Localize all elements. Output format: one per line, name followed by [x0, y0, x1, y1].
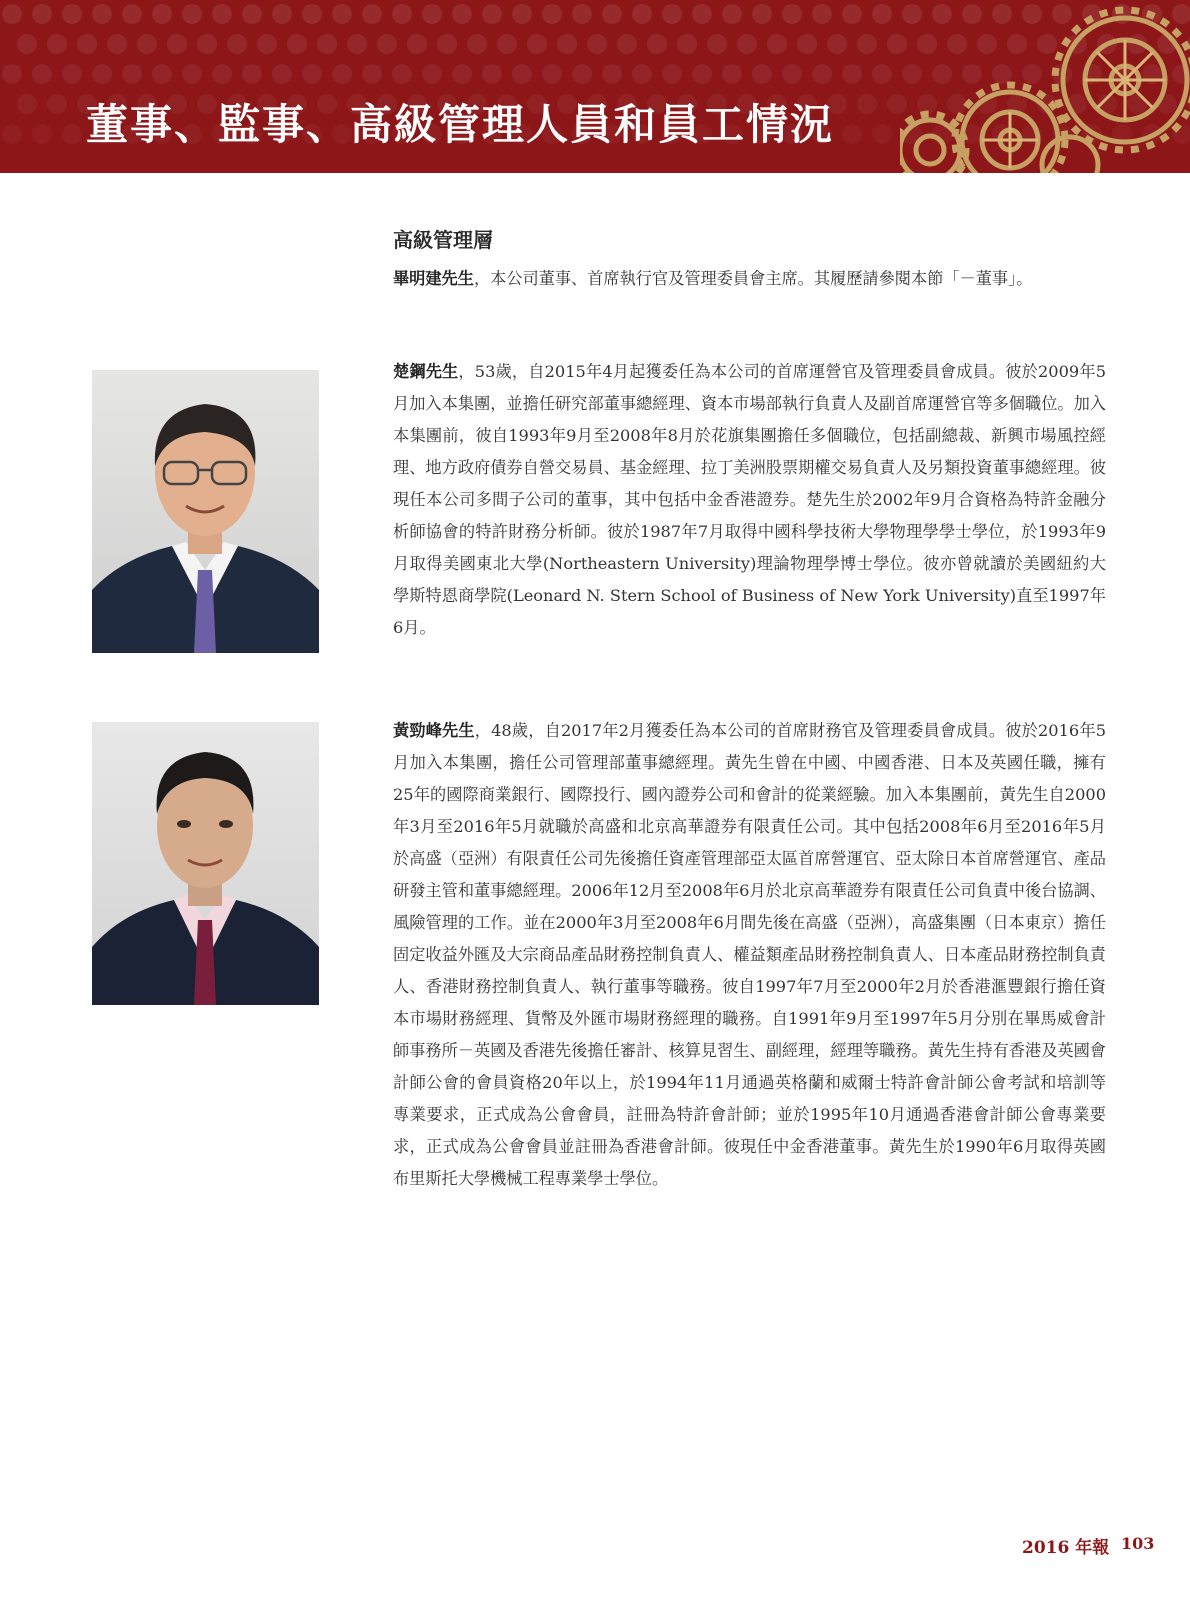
decor-dot: [242, 4, 262, 24]
person-bio: ，53歲，自2015年4月起獲委任為本公司的首席運營官及管理委員會成員。彼於2009年5月加入本集團，並擔任研究部董事總經理、資本市場部執行負責人及副首席運營官等多個職位。加入本集團前，彼自1993年9月至2008年8月於花旗集團擔任多個職位，包括副總裁、新興市場風控經理、地方政府債券自營交易員、基金經理、拉丁美洲股票期權交易負責人及另類投資董事總經理。彼現任本公司多間子公司的董事，其中包括中金香港證券。楚先生於2002年9月合資格為特許金融分析師協會的特許財務分析師。彼於1987年7月取得中國科學技術大學物理學學士學位，於1993年9月取得美國東北大學(Northeastern University)理論物理學博士學位。彼亦曾就讀於美國紐約大學斯特恩商學院(Leonard N. Stern School of Business of New York University)直至1997年6月。: [393, 362, 1106, 637]
decor-dot: [722, 64, 742, 84]
portrait-photo-chu-gang: [92, 370, 319, 653]
decor-dot: [542, 4, 562, 24]
portrait-illustration: [92, 722, 319, 1005]
decor-dot: [437, 34, 457, 54]
decor-dot: [752, 4, 772, 24]
decor-dot: [617, 34, 637, 54]
decor-dot: [2, 4, 22, 24]
decor-dot: [47, 94, 67, 114]
decor-dot: [182, 64, 202, 84]
decor-dot: [527, 34, 547, 54]
decor-dot: [842, 124, 862, 144]
decor-dot: [842, 64, 862, 84]
decor-dot: [332, 64, 352, 84]
decor-dot: [782, 64, 802, 84]
decor-dot: [92, 4, 112, 24]
header-banner: [0, 0, 1190, 173]
decor-dot: [632, 4, 652, 24]
decor-dot: [572, 64, 592, 84]
decor-dot: [602, 64, 622, 84]
decor-dot: [662, 4, 682, 24]
decor-dot: [107, 34, 127, 54]
decor-dot: [587, 34, 607, 54]
decor-dot: [722, 4, 742, 24]
decor-dot: [452, 64, 472, 84]
decor-dot: [2, 124, 22, 144]
decor-dot: [782, 4, 802, 24]
decor-dot: [557, 34, 577, 54]
decor-dot: [287, 34, 307, 54]
decor-dot: [662, 64, 682, 84]
decor-dot: [17, 34, 37, 54]
decor-dot: [737, 34, 757, 54]
decor-dot: [422, 4, 442, 24]
decor-dot: [752, 64, 772, 84]
decor-dot: [827, 34, 847, 54]
decor-dot: [257, 34, 277, 54]
decor-dot: [197, 34, 217, 54]
section-title: 高級管理層: [393, 228, 493, 252]
decor-dot: [62, 4, 82, 24]
decor-dot: [422, 64, 442, 84]
decor-dot: [377, 34, 397, 54]
decor-dot: [797, 34, 817, 54]
portrait-photo-huang-jinfeng: [92, 722, 319, 1005]
decor-dot: [407, 34, 427, 54]
decor-dot: [137, 34, 157, 54]
decor-dot: [602, 4, 622, 24]
decor-dot: [17, 94, 37, 114]
decor-dot: [872, 64, 892, 84]
person-name: 畢明建先生: [393, 269, 474, 288]
decor-dot: [272, 64, 292, 84]
decor-dot: [452, 4, 472, 24]
person-name: 黃勁峰先生: [393, 721, 475, 740]
decor-dot: [542, 64, 562, 84]
person-bio: ，本公司董事、首席執行官及管理委員會主席。其履歷請參閱本節「－董事」。: [473, 269, 1033, 288]
decor-dot: [167, 34, 187, 54]
decor-dot: [47, 34, 67, 54]
decor-dot: [32, 124, 52, 144]
decor-dot: [692, 64, 712, 84]
decor-dot: [812, 4, 832, 24]
decor-dot: [242, 64, 262, 84]
decor-dot: [857, 94, 877, 114]
decor-dot: [2, 64, 22, 84]
decor-dot: [182, 4, 202, 24]
decor-dot: [77, 34, 97, 54]
decor-dot: [512, 4, 532, 24]
bio-paragraph-bi-mingjian: [393, 263, 1106, 295]
decor-dot: [212, 4, 232, 24]
decor-dot: [122, 64, 142, 84]
decor-dot: [857, 34, 877, 54]
decor-dot: [767, 34, 787, 54]
decor-dot: [302, 64, 322, 84]
decor-dot: [497, 34, 517, 54]
decor-dot: [692, 4, 712, 24]
decor-dot: [272, 4, 292, 24]
decor-dot: [32, 64, 52, 84]
bio-paragraph-chu-gang: [393, 356, 1106, 644]
decor-dot: [482, 4, 502, 24]
person-bio: ，48歲，自2017年2月獲委任為本公司的首席財務官及管理委員會成員。彼於2016年5月加入本集團，擔任公司管理部董事總經理。黃先生曾在中國、中國香港、日本及英國任職，擁有25年的國際商業銀行、國際投行、國內證券公司和會計的從業經驗。加入本集團前，黃先生自2000年3月至2016年5月就職於高盛和北京高華證券有限責任公司。其中包括2008年6月至2016年5月於高盛（亞洲）有限責任公司先後擔任資產管理部亞太區首席營運官、亞太除日本首席營運官、產品研發主管和董事總經理。2006年12月至2008年6月於北京高華證券有限責任公司負責中後台協調、風險管理的工作。並在2000年3月至2008年6月間先後在高盛（亞洲），高盛集團（日本東京）擔任固定收益外匯及大宗商品產品財務控制負責人、權益類產品財務控制負責人、日本產品財務控制負責人、香港財務控制負責人、執行董事等職務。彼自1997年7月至2000年2月於香港滙豐銀行擔任資本市場財務經理、貨幣及外匯市場財務經理的職務。自1991年9月至1997年5月分別在畢馬威會計師事務所－英國及香港先後擔任審計、核算見習生、副經理，經理等職務。黃先生持有香港及英國會計師公會的會員資格20年以上，於1994年11月通過英格蘭和威爾士特許會計師公會考試和培訓等專業要求，正式成為公會會員，註冊為特許會計師；並於1995年10月通過香港會計師公會專業要求，正式成為公會會員並註冊為香港會計師。彼現任中金香港董事。黃先生於1990年6月取得英國布里斯托大學機械工程專業學士學位。: [393, 721, 1107, 1188]
bio-paragraph-huang-jinfeng: [393, 715, 1106, 1195]
decor-dot: [332, 4, 352, 24]
decor-dot: [842, 4, 862, 24]
decor-dot: [677, 34, 697, 54]
decor-dot: [227, 34, 247, 54]
decor-dot: [872, 4, 892, 24]
decor-dot: [572, 4, 592, 24]
decor-dot: [347, 34, 367, 54]
decor-dot: [512, 64, 532, 84]
page-number: 103: [1121, 1534, 1155, 1553]
decor-dot: [122, 4, 142, 24]
decor-dot: [392, 4, 412, 24]
decor-dot: [62, 124, 82, 144]
decor-dot: [392, 64, 412, 84]
decor-dot: [812, 64, 832, 84]
decor-dot: [467, 34, 487, 54]
decor-dot: [302, 4, 322, 24]
decor-dot: [317, 34, 337, 54]
page-title: 董事、監事、高級管理人員和員工情況: [86, 100, 835, 149]
portrait-illustration: [92, 370, 319, 653]
person-name: 楚鋼先生: [393, 362, 459, 381]
decor-dot: [212, 64, 232, 84]
decor-dot: [647, 34, 667, 54]
decor-dot: [92, 64, 112, 84]
decor-dot: [872, 124, 892, 144]
gears-illustration: [900, 0, 1190, 173]
decor-dot: [362, 4, 382, 24]
decor-dot: [32, 4, 52, 24]
decor-dot: [152, 4, 172, 24]
footer-report-year: 2016 年報: [1022, 1538, 1110, 1558]
decor-dot: [482, 64, 502, 84]
decor-dot: [707, 34, 727, 54]
decor-dot: [632, 64, 652, 84]
decor-dot: [62, 64, 82, 84]
decor-dot: [152, 64, 172, 84]
decor-dot: [362, 64, 382, 84]
